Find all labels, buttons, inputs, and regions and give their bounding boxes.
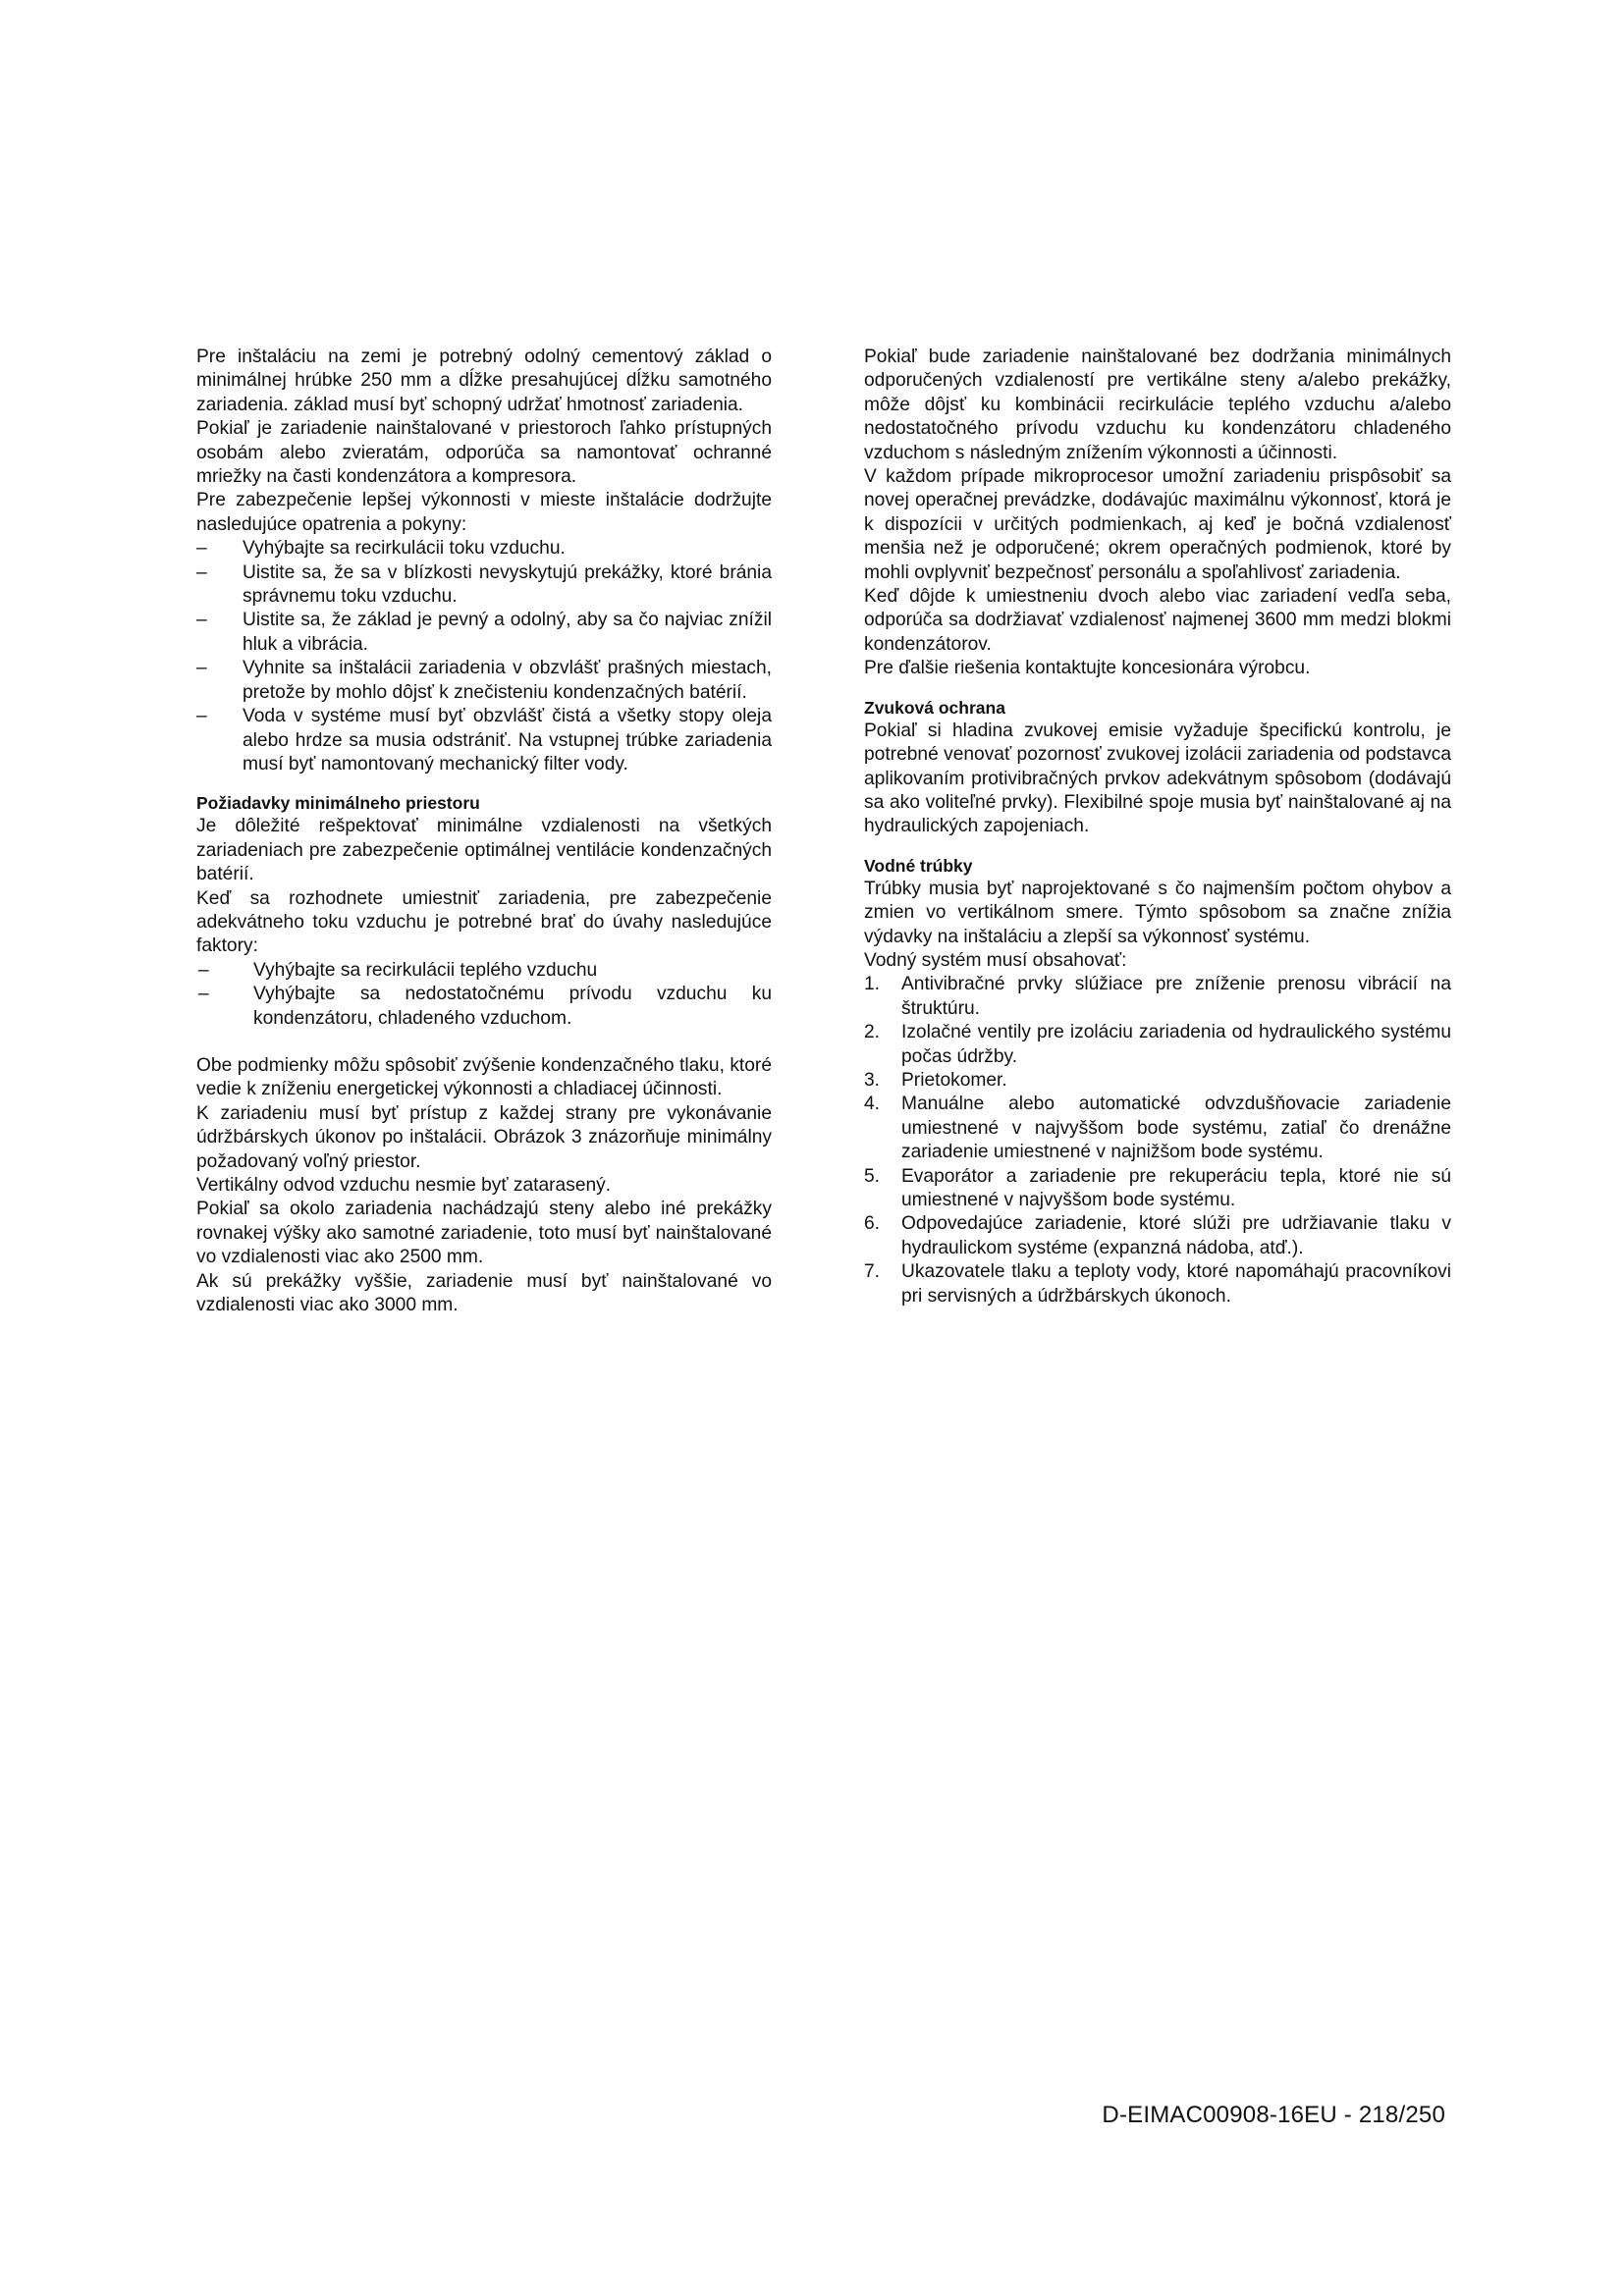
left-column (196, 346, 772, 1317)
paragraph: Trúbky musia byť naprojektované s čo najmenším počtom ohybov a zmien vo vertikálnom smere. Týmto spôsobom sa značne znížia výdavky na inštaláciu a zlepší sa výkonnosť systému. (864, 878, 1451, 947)
page-footer: D-EIMAC00908-16EU - 218/250 (1102, 2102, 1445, 2128)
list-item: Odpovedajúce zariadenie, ktoré slúži pre udržiavanie tlaku v hydraulickom systéme (expanzná nádoba, atď.). (901, 1213, 1451, 1258)
list-item: – Uistite sa, že sa v blízkosti nevyskytujú prekážky, ktoré bránia správnemu toku vzduchu. (196, 561, 772, 610)
list-item: Prietokomer. (901, 1069, 1007, 1091)
list-item: Manuálne alebo automatické odvzdušňovacie zariadenie umiestnené v najvyššom bode systému, zatiaľ čo drenážne zariadenie umiestnené v najnižšom bode systému. (901, 1094, 1451, 1163)
section-heading-sound: Zvuková ochrana (864, 697, 1005, 718)
paragraph: K zariadeniu musí byť prístup z každej strany pre vykonávanie údržbárskych úkonov po inštalácii. Obrázok 3 znázorňuje minimálny požadovaný voľný priestor. (196, 1102, 772, 1172)
paragraph: Pokiaľ si hladina zvukovej emisie vyžaduje špecifickú kontrolu, je potrebné venovať pozornosť zvukovej izolácii zariadenia od podstavca aplikovaním protivibračných prvkov adekvátnym spôsobom (dodávajú sa ako voliteľné prvky). Flexibilné spoje musia byť nainštalované aj na hydraulických zapojeniach. (864, 720, 1451, 837)
paragraph: Pre inštaláciu na zemi je potrebný odolný cementový základ o minimálnej hrúbke 250 mm a dĺžke presahujúcej dĺžku samotného zariadenia. základ musí byť schopný udržať hmotnosť zariadenia. (196, 347, 772, 415)
list-item: Ukazovatele tlaku a teploty vody, ktoré napomáhajú pracovníkovi pri servisných a údržbárskych úkonoch. (901, 1261, 1451, 1307)
paragraph: V každom prípade mikroprocesor umožní zariadeniu prispôsobiť sa novej operačnej prevádzke, dodávajúc maximálnu výkonnosť, ktorá je k dispozícii v určitých podmienkach, aj keď je bočná vzdialenosť menšia než je odporučené; okrem operačných podmienok, ktoré by mohli ovplyvniť bezpečnosť personálu a spoľahlivosť zariadenia. (864, 466, 1451, 583)
paragraph: Vodný systém musí obsahovať: (864, 949, 1127, 971)
list-item: – Uistite sa, že základ je pevný a odolný, aby sa čo najviac znížil hluk a vibrácia. (196, 609, 772, 657)
paragraph: Vertikálny odvod vzduchu nesmie byť zatarasený. (196, 1175, 612, 1196)
paragraph: Pokiaľ je zariadenie nainštalované v priestoroch ľahko prístupných osobám alebo zvieratám, odporúča sa namontovať ochranné mriežky na časti kondenzátora a kompresora. (196, 418, 772, 488)
list-item: – Vyhýbajte sa recirkulácii teplého vzduchu (196, 959, 772, 983)
paragraph: Pre ďalšie riešenia kontaktujte koncesionára výrobcu. (864, 658, 1311, 679)
right-column (864, 346, 1451, 1308)
paragraph: Keď sa rozhodnete umiestniť zariadenia, pre zabezpečenie adekvátneho toku vzduchu je potrebné brať do úvahy nasledujúce faktory: (196, 887, 772, 957)
paragraph: Obe podmienky môžu spôsobiť zvýšenie kondenzačného tlaku, ktoré vedie k zníženiu energetickej výkonnosti a chladiacej účinnosti. (196, 1054, 772, 1100)
section-heading-space: Požiadavky minimálneho priestoru (196, 793, 480, 814)
paragraph: Pokiaľ bude zariadenie nainštalované bez dodržania minimálnych odporučených vzdialeností pre vertikálne steny a/alebo prekážky, môže dôjsť ku kombinácii recirkulácie teplého vzduchu a/alebo nedostatočného prívodu vzduchu ku kondenzátoru chladeného vzduchom s následným znížením výkonnosti a účinnosti. (864, 347, 1451, 463)
list-item: Evaporátor a zariadenie pre rekuperáciu tepla, ktoré nie sú umiestnené v najvyššom bode systému. (901, 1165, 1451, 1210)
list-item: – Vyhýbajte sa nedostatočnému prívodu vzduchu ku kondenzátoru, chladeného vzduchom. (196, 983, 772, 1031)
list-item: Antivibračné prvky slúžiace pre zníženie prenosu vibrácií na štruktúru. (901, 974, 1451, 1019)
installation-guidelines-list (196, 537, 772, 776)
space-factors-list (196, 959, 772, 1031)
list-item: Izolačné ventily pre izoláciu zariadenia od hydraulického systému počas údržby. (901, 1022, 1451, 1067)
paragraph: Pre zabezpečenie lepšej výkonnosti v mieste inštalácie dodržujte nasledujúce opatrenia a pokyny: (196, 490, 772, 535)
water-system-list (864, 973, 1451, 1308)
list-item: – Voda v systéme musí byť obzvlášť čistá a všetky stopy oleja alebo hrdze sa musia odstrániť. Na vstupnej trúbke zariadenia musí byť namontovaný mechanický filter vody. (196, 705, 772, 776)
paragraph: Keď dôjde k umiestneniu dvoch alebo viac zariadení vedľa seba, odporúča sa dodržiavať vzdialenosť najmenej 3600 mm medzi blokmi kondenzátorov. (864, 586, 1451, 655)
paragraph: Ak sú prekážky vyššie, zariadenie musí byť nainštalované vo vzdialenosti viac ako 3000 mm. (196, 1270, 772, 1316)
list-item: – Vyhnite sa inštalácii zariadenia v obzvlášť prašných miestach, pretože by mohlo dôjsť k znečisteniu kondenzačných batérií. (196, 657, 772, 705)
list-item: – Vyhýbajte sa recirkulácii toku vzduchu. (196, 537, 772, 561)
paragraph: Pokiaľ sa okolo zariadenia nachádzajú steny alebo iné prekážky rovnakej výšky ako samotné zariadenie, toto musí byť nainštalované vo vzdialenosti viac ako 2500 mm. (196, 1199, 772, 1268)
paragraph: Je dôležité rešpektovať minimálne vzdialenosti na všetkých zariadeniach pre zabezpečenie optimálnej ventilácie kondenzačných batérií. (196, 816, 772, 885)
section-heading-water: Vodné trúbky (864, 855, 973, 876)
